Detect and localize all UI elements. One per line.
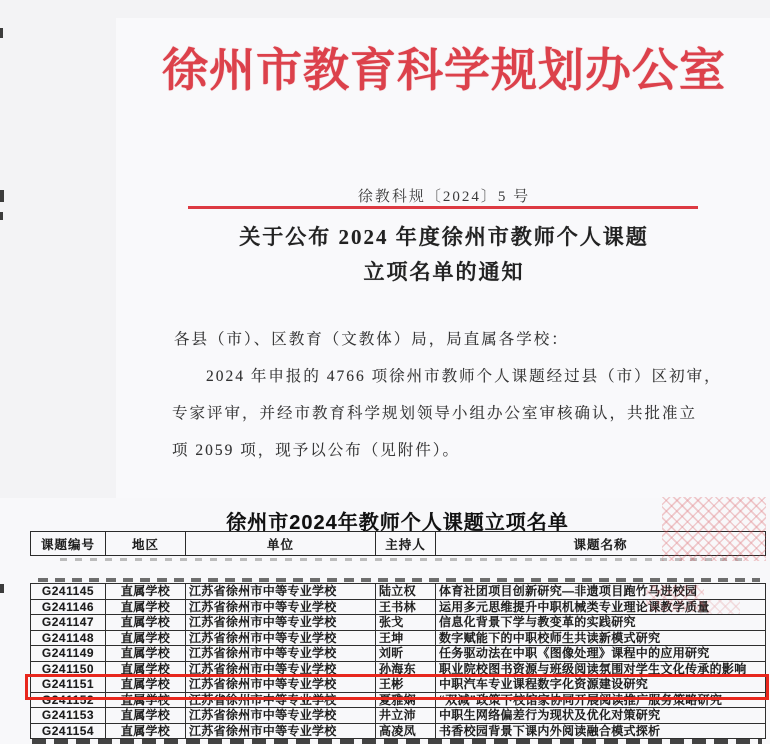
scan-speck: [0, 190, 4, 202]
cell-leader: 井立沛: [376, 708, 436, 724]
body-line-1: 2024 年申报的 4766 项徐州市教师个人课题经过县（市）区初审，: [206, 368, 722, 385]
cell-leader: 王彬: [376, 677, 436, 693]
table-row-highlighted: [31, 677, 766, 693]
table-row: [31, 599, 766, 615]
cell-unit: 江苏省徐州市中等专业学校: [186, 723, 376, 739]
cell-topic: 中职汽车专业课程数字化资源建设研究: [436, 677, 766, 693]
org-title: 徐州市教育科学规划办公室: [162, 45, 726, 96]
cell-district: 直属学校: [106, 584, 186, 600]
cell-topic: 中职生网络偏差行为现状及优化对策研究: [436, 708, 766, 724]
cell-topic: 体育社团项目创新研究—非遗项目跑竹马进校园: [436, 584, 766, 600]
table-row: [31, 708, 766, 724]
doc-number: 徐教科规〔2024〕5 号: [357, 189, 531, 205]
header-topic-id: 课题编号: [31, 532, 106, 556]
salutation: 各县（市）、区教育（文教体）局，局直属各学校：: [174, 331, 569, 348]
cell-leader: 高凌凤: [376, 723, 436, 739]
table-row: [31, 723, 766, 739]
cell-topic: 信息化背景下学与教变革的实践研究: [436, 615, 766, 631]
cell-district: 直属学校: [106, 692, 186, 708]
cell-district: 直属学校: [106, 630, 186, 646]
table-row: [31, 584, 766, 600]
cell-district: 直属学校: [106, 708, 186, 724]
red-divider-line: [188, 206, 698, 209]
cell-topic-id: G241153: [31, 708, 106, 724]
body-line-2: 专家评审，并经市教育科学规划领导小组办公室审核确认，共批准立: [172, 405, 698, 422]
table-row: [31, 615, 766, 631]
cell-district: 直属学校: [106, 661, 186, 677]
cell-unit: 江苏省徐州市中等专业学校: [186, 677, 376, 693]
cell-topic-id: G241147: [31, 615, 106, 631]
cell-unit: 江苏省徐州市中等专业学校: [186, 584, 376, 600]
cell-unit: 江苏省徐州市中等专业学校: [186, 646, 376, 662]
cell-district: 直属学校: [106, 723, 186, 739]
cell-district: 直属学校: [106, 646, 186, 662]
cutoff-row-remnant-mid: [38, 578, 760, 582]
cell-unit: 江苏省徐州市中等专业学校: [186, 599, 376, 615]
table-row: [31, 646, 766, 662]
table-row: [31, 661, 766, 677]
cell-unit: 江苏省徐州市中等专业学校: [186, 692, 376, 708]
cell-topic-id: G241145: [31, 584, 106, 600]
cell-unit: 江苏省徐州市中等专业学校: [186, 661, 376, 677]
header-district: 地区: [106, 532, 186, 556]
cell-unit: 江苏省徐州市中等专业学校: [186, 630, 376, 646]
header-leader: 主持人: [376, 532, 436, 556]
cutoff-row-remnant-top: [60, 558, 750, 561]
cell-unit: 江苏省徐州市中等专业学校: [186, 615, 376, 631]
cell-topic: 数字赋能下的中职校师生共读新模式研究: [436, 630, 766, 646]
cutoff-row-remnant-bottom: [32, 739, 762, 744]
table-row: [31, 692, 766, 708]
body-line-3: 项 2059 项，现予以公布（见附件）。: [172, 442, 461, 459]
header-unit: 单位: [186, 532, 376, 556]
cell-topic: 职业院校图书资源与班级阅读氛围对学生文化传承的影响: [436, 661, 766, 677]
cell-unit: 江苏省徐州市中等专业学校: [186, 708, 376, 724]
cell-leader: 王书林: [376, 599, 436, 615]
cell-district: 直属学校: [106, 599, 186, 615]
cell-topic-id: G241149: [31, 646, 106, 662]
cell-leader: 陆立权: [376, 584, 436, 600]
cell-leader: 王坤: [376, 630, 436, 646]
cell-topic: 任务驱动法在中职《图像处理》课程中的应用研究: [436, 646, 766, 662]
scan-speck: [0, 28, 3, 38]
cell-topic-id: G241154: [31, 723, 106, 739]
notice-title-line2: 立项名单的通知: [363, 260, 525, 284]
table-row: [31, 630, 766, 646]
cell-topic-id: G241152: [31, 692, 106, 708]
table-header-row: [30, 531, 766, 556]
cell-district: 直属学校: [106, 677, 186, 693]
header-topic-name: 课题名称: [436, 532, 766, 556]
project-table: [30, 583, 766, 739]
cell-topic: 运用多元思维提升中职机械类专业理论课教学质量: [436, 599, 766, 615]
cell-leader: 刘昕: [376, 646, 436, 662]
cell-leader: 孙海东: [376, 661, 436, 677]
letterhead: [118, 0, 770, 500]
cell-district: 直属学校: [106, 615, 186, 631]
cell-topic-id: G241150: [31, 661, 106, 677]
cell-topic-id: G241151: [31, 677, 106, 693]
cell-leader: 夏雅娴: [376, 692, 436, 708]
cell-topic-id: G241148: [31, 630, 106, 646]
table-title: 徐州市2024年教师个人课题立项名单: [226, 512, 569, 534]
notice-title-line1: 关于公布 2024 年度徐州市教师个人课题: [239, 225, 649, 249]
scan-speck: [0, 212, 3, 220]
cell-topic-id: G241146: [31, 599, 106, 615]
cell-leader: 张戈: [376, 615, 436, 631]
cell-topic: 书香校园背景下课内外阅读融合模式探析: [436, 723, 766, 739]
scan-speck: [0, 584, 4, 593]
cell-topic: “双减”政策下校馆家协同开展阅读推广服务策略研究: [436, 692, 766, 708]
